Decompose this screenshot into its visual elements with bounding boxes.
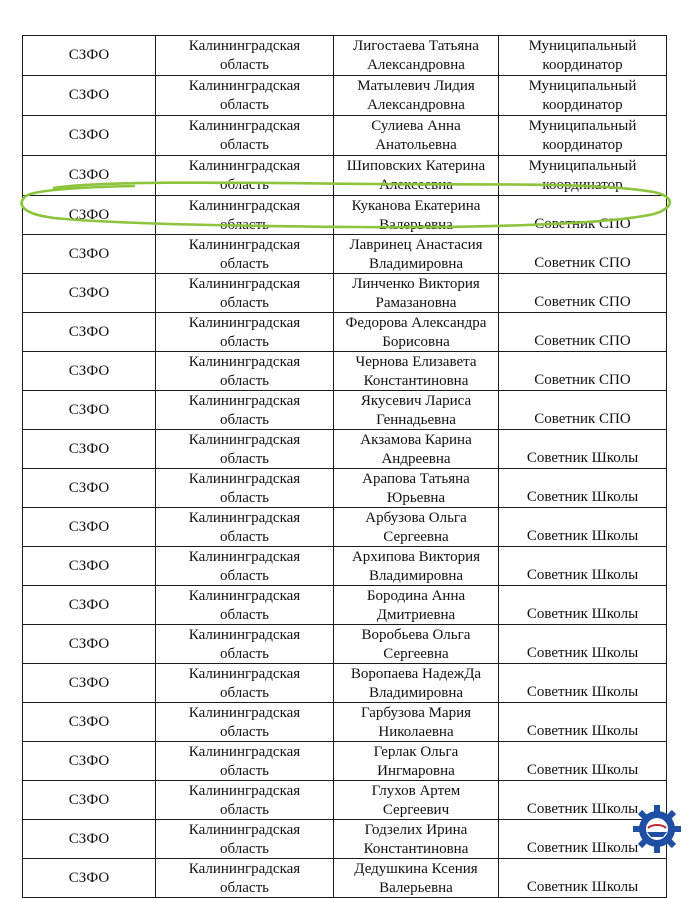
region-cell xyxy=(156,547,334,586)
region-cell-line: Калининградская xyxy=(188,510,301,526)
table-row xyxy=(23,116,667,156)
region-cell-line: область xyxy=(220,372,269,389)
district-cell-text: СЗФО xyxy=(68,401,110,418)
participants-table xyxy=(22,35,667,898)
name-cell xyxy=(334,820,499,859)
region-cell xyxy=(156,116,334,156)
name-cell-line: Анатольевна xyxy=(375,136,457,153)
region-cell-line: область xyxy=(220,411,269,428)
district-cell-text: СЗФО xyxy=(68,557,110,574)
table-row xyxy=(23,430,667,469)
role-cell xyxy=(499,352,667,391)
district-cell xyxy=(23,235,156,274)
table-row xyxy=(23,742,667,781)
name-cell xyxy=(334,430,499,469)
role-cell-line: координатор xyxy=(542,56,623,73)
region-cell xyxy=(156,352,334,391)
region-cell-line: область xyxy=(220,56,269,73)
name-cell xyxy=(334,781,499,820)
name-cell-line: Чернова Елизавета xyxy=(355,354,477,370)
name-cell xyxy=(334,469,499,508)
name-cell-line: Дедушкина Ксения xyxy=(354,861,478,877)
district-cell xyxy=(23,274,156,313)
region-cell-line: Калининградская xyxy=(188,744,301,760)
role-cell-line: Советник Школы xyxy=(526,488,639,505)
region-cell-line: Калининградская xyxy=(188,627,301,643)
table-row xyxy=(23,625,667,664)
district-cell-text: СЗФО xyxy=(68,479,110,496)
name-cell-line: Воропаева НадежДа xyxy=(350,666,482,682)
region-cell xyxy=(156,586,334,625)
region-cell-line: Калининградская xyxy=(188,471,301,487)
role-cell xyxy=(499,196,667,235)
region-cell-line: Калининградская xyxy=(188,354,301,370)
region-cell xyxy=(156,781,334,820)
district-cell-text: СЗФО xyxy=(68,791,110,808)
role-cell-line: Советник Школы xyxy=(526,800,639,817)
role-cell xyxy=(499,547,667,586)
region-cell xyxy=(156,625,334,664)
role-cell xyxy=(499,469,667,508)
role-cell-line: Советник Школы xyxy=(526,683,639,700)
region-cell-line: область xyxy=(220,255,269,272)
region-cell xyxy=(156,508,334,547)
name-cell xyxy=(334,36,499,76)
table-row xyxy=(23,274,667,313)
district-cell-text: СЗФО xyxy=(68,830,110,847)
role-cell-line: Муниципальный xyxy=(528,78,637,94)
region-cell xyxy=(156,820,334,859)
name-cell xyxy=(334,116,499,156)
role-cell-line: Советник Школы xyxy=(526,761,639,778)
district-cell xyxy=(23,313,156,352)
name-cell xyxy=(334,76,499,116)
district-cell-text: СЗФО xyxy=(68,87,110,104)
name-cell-line: Якусевич Лариса xyxy=(360,393,472,409)
name-cell-line: Андреевна xyxy=(381,450,451,467)
name-cell-line: Константиновна xyxy=(363,840,469,857)
name-cell xyxy=(334,391,499,430)
role-cell-line: Советник Школы xyxy=(526,605,639,622)
name-cell xyxy=(334,859,499,898)
district-cell xyxy=(23,391,156,430)
name-cell-line: Матылевич Лидия xyxy=(357,78,475,94)
role-cell xyxy=(499,313,667,352)
name-cell xyxy=(334,196,499,235)
district-cell xyxy=(23,742,156,781)
name-cell xyxy=(334,352,499,391)
region-cell-line: Калининградская xyxy=(188,198,301,214)
table-row xyxy=(23,156,667,196)
district-cell-text: СЗФО xyxy=(68,635,110,652)
district-cell xyxy=(23,547,156,586)
name-cell-line: Арапова Татьяна xyxy=(362,471,470,487)
table-row xyxy=(23,586,667,625)
name-cell-line: Сергеевна xyxy=(383,645,449,662)
role-cell-line: Советник Школы xyxy=(526,644,639,661)
name-cell xyxy=(334,664,499,703)
role-cell-line: координатор xyxy=(542,136,623,153)
name-cell-line: Геннадьевна xyxy=(376,411,456,428)
table-row xyxy=(23,76,667,116)
district-cell xyxy=(23,703,156,742)
region-cell-line: область xyxy=(220,528,269,545)
name-cell-line: Владимировна xyxy=(368,684,464,701)
region-cell-line: Калининградская xyxy=(188,432,301,448)
name-cell-line: Архипова Виктория xyxy=(351,549,481,565)
name-cell-line: Константиновна xyxy=(363,372,469,389)
district-cell-text: СЗФО xyxy=(68,674,110,691)
name-cell-line: Куканова Екатерина xyxy=(351,198,481,214)
table-row xyxy=(23,235,667,274)
name-cell-line: Александровна xyxy=(367,56,465,73)
district-cell xyxy=(23,625,156,664)
name-cell-line: Акзамова Карина xyxy=(360,432,472,448)
table-row xyxy=(23,664,667,703)
role-cell xyxy=(499,36,667,76)
table-row xyxy=(23,859,667,898)
district-cell xyxy=(23,352,156,391)
name-cell-line: Лавринец Анастасия xyxy=(349,237,483,253)
region-cell-line: область xyxy=(220,840,269,857)
district-cell-text: СЗФО xyxy=(68,127,110,144)
name-cell-line: Николаевна xyxy=(378,723,454,740)
region-cell-line: область xyxy=(220,645,269,662)
name-cell xyxy=(334,508,499,547)
region-cell xyxy=(156,430,334,469)
name-cell-line: Владимировна xyxy=(368,567,464,584)
region-cell xyxy=(156,703,334,742)
name-cell-line: Алексеевна xyxy=(379,176,453,193)
district-cell xyxy=(23,820,156,859)
role-cell-line: координатор xyxy=(542,176,623,193)
role-cell xyxy=(499,76,667,116)
region-cell-line: область xyxy=(220,879,269,896)
district-cell-text: СЗФО xyxy=(68,440,110,457)
role-cell-line: Муниципальный xyxy=(528,38,637,54)
district-cell xyxy=(23,36,156,76)
region-cell xyxy=(156,235,334,274)
name-cell-line: Годзелих Ирина xyxy=(364,822,468,838)
role-cell xyxy=(499,859,667,898)
region-cell-line: область xyxy=(220,136,269,153)
district-cell-text: СЗФО xyxy=(68,47,110,64)
name-cell-line: Глухов Артем xyxy=(371,783,461,799)
role-cell-line: Советник Школы xyxy=(526,878,639,895)
district-cell xyxy=(23,586,156,625)
table-row xyxy=(23,547,667,586)
region-cell xyxy=(156,313,334,352)
role-cell-line: Советник СПО xyxy=(534,371,631,388)
table-row xyxy=(23,313,667,352)
name-cell-line: Шиповских Катерина xyxy=(346,158,486,174)
role-cell xyxy=(499,391,667,430)
region-cell-line: Калининградская xyxy=(188,118,301,134)
name-cell-line: Борисовна xyxy=(382,333,450,350)
district-cell xyxy=(23,508,156,547)
district-cell xyxy=(23,664,156,703)
name-cell-line: Владимировна xyxy=(368,255,464,272)
region-cell-line: Калининградская xyxy=(188,705,301,721)
region-cell xyxy=(156,156,334,196)
region-cell-line: Калининградская xyxy=(188,783,301,799)
name-cell xyxy=(334,625,499,664)
district-cell-text: СЗФО xyxy=(68,518,110,535)
region-cell xyxy=(156,469,334,508)
district-cell-text: СЗФО xyxy=(68,206,110,223)
region-cell-line: Калининградская xyxy=(188,549,301,565)
region-cell-line: Калининградская xyxy=(188,158,301,174)
region-cell xyxy=(156,742,334,781)
name-cell-line: Воробьева Ольга xyxy=(361,627,471,643)
region-cell-line: Калининградская xyxy=(188,237,301,253)
region-cell-line: область xyxy=(220,801,269,818)
region-cell-line: область xyxy=(220,567,269,584)
name-cell xyxy=(334,274,499,313)
district-cell xyxy=(23,469,156,508)
region-cell-line: область xyxy=(220,684,269,701)
name-cell-line: Ингмаровна xyxy=(377,762,455,779)
table-row xyxy=(23,36,667,76)
district-cell-text: СЗФО xyxy=(68,713,110,730)
name-cell-line: Герлак Ольга xyxy=(373,744,459,760)
region-cell-line: Калининградская xyxy=(188,822,301,838)
region-cell-line: Калининградская xyxy=(188,588,301,604)
district-cell xyxy=(23,430,156,469)
name-cell-line: Бородина Анна xyxy=(366,588,466,604)
region-cell-line: Калининградская xyxy=(188,78,301,94)
role-cell-line: координатор xyxy=(542,96,623,113)
district-cell xyxy=(23,859,156,898)
region-cell xyxy=(156,196,334,235)
region-cell-line: Калининградская xyxy=(188,315,301,331)
name-cell xyxy=(334,586,499,625)
role-cell-line: Советник Школы xyxy=(526,839,639,856)
district-cell-text: СЗФО xyxy=(68,284,110,301)
role-cell xyxy=(499,235,667,274)
region-cell xyxy=(156,76,334,116)
table-row xyxy=(23,703,667,742)
region-cell-line: Калининградская xyxy=(188,393,301,409)
name-cell xyxy=(334,703,499,742)
name-cell-line: Федорова Александра xyxy=(345,315,487,331)
table-row xyxy=(23,469,667,508)
region-cell xyxy=(156,274,334,313)
district-cell-text: СЗФО xyxy=(68,323,110,340)
district-cell xyxy=(23,196,156,235)
role-cell-line: Советник СПО xyxy=(534,215,631,232)
role-cell-line: Муниципальный xyxy=(528,118,637,134)
region-cell-line: Калининградская xyxy=(188,861,301,877)
name-cell xyxy=(334,313,499,352)
role-cell-line: Советник СПО xyxy=(534,332,631,349)
name-cell-line: Валерьевна xyxy=(379,879,453,896)
name-cell-line: Линченко Виктория xyxy=(352,276,480,292)
role-cell-line: Советник СПО xyxy=(534,293,631,310)
name-cell-line: Арбузова Ольга xyxy=(365,510,467,526)
role-cell xyxy=(499,430,667,469)
table-row xyxy=(23,820,667,859)
name-cell-line: Лигостаева Татьяна xyxy=(353,38,479,54)
table-row xyxy=(23,352,667,391)
region-cell-line: область xyxy=(220,176,269,193)
district-cell-text: СЗФО xyxy=(68,245,110,262)
region-cell-line: область xyxy=(220,723,269,740)
region-cell xyxy=(156,36,334,76)
table-row xyxy=(23,508,667,547)
name-cell xyxy=(334,547,499,586)
district-cell-text: СЗФО xyxy=(68,869,110,886)
name-cell-line: Валерьевна xyxy=(379,216,453,233)
role-cell xyxy=(499,664,667,703)
name-cell xyxy=(334,235,499,274)
name-cell-line: Дмитриевна xyxy=(376,606,456,623)
region-cell xyxy=(156,664,334,703)
role-cell xyxy=(499,742,667,781)
name-cell xyxy=(334,156,499,196)
role-cell-line: Советник СПО xyxy=(534,410,631,427)
table-row xyxy=(23,781,667,820)
district-cell xyxy=(23,116,156,156)
region-cell-line: область xyxy=(220,96,269,113)
region-cell-line: область xyxy=(220,450,269,467)
region-cell xyxy=(156,859,334,898)
role-cell xyxy=(499,586,667,625)
participants-table-body xyxy=(23,36,667,898)
district-cell xyxy=(23,76,156,116)
role-cell-line: Советник Школы xyxy=(526,566,639,583)
district-cell xyxy=(23,781,156,820)
role-cell-line: Советник Школы xyxy=(526,449,639,466)
region-cell-line: область xyxy=(220,489,269,506)
role-cell-line: Муниципальный xyxy=(528,158,637,174)
region-cell-line: область xyxy=(220,606,269,623)
district-cell xyxy=(23,156,156,196)
region-cell-line: область xyxy=(220,762,269,779)
district-cell-text: СЗФО xyxy=(68,596,110,613)
table-row-highlighted xyxy=(23,196,667,235)
district-cell-text: СЗФО xyxy=(68,752,110,769)
role-cell-line: Советник Школы xyxy=(526,527,639,544)
gear-emblem-icon xyxy=(632,804,682,854)
region-cell xyxy=(156,391,334,430)
role-cell xyxy=(499,625,667,664)
region-cell-line: область xyxy=(220,294,269,311)
region-cell-line: Калининградская xyxy=(188,38,301,54)
role-cell xyxy=(499,703,667,742)
district-cell-text: СЗФО xyxy=(68,167,110,184)
table-row xyxy=(23,391,667,430)
role-cell-line: Советник СПО xyxy=(534,254,631,271)
name-cell-line: Сулиева Анна xyxy=(371,118,461,134)
name-cell xyxy=(334,742,499,781)
role-cell xyxy=(499,274,667,313)
role-cell-line: Советник Школы xyxy=(526,722,639,739)
participants-table-wrapper xyxy=(22,35,666,898)
role-cell xyxy=(499,116,667,156)
name-cell-line: Рамазановна xyxy=(375,294,457,311)
role-cell xyxy=(499,156,667,196)
name-cell-line: Юрьевна xyxy=(386,489,446,506)
name-cell-line: Сергеевна xyxy=(383,528,449,545)
district-cell-text: СЗФО xyxy=(68,362,110,379)
name-cell-line: Александровна xyxy=(367,96,465,113)
name-cell-line: Гарбузова Мария xyxy=(360,705,472,721)
region-cell-line: Калининградская xyxy=(188,276,301,292)
region-cell-line: Калининградская xyxy=(188,666,301,682)
name-cell-line: Сергеевич xyxy=(382,801,450,818)
region-cell-line: область xyxy=(220,216,269,233)
role-cell xyxy=(499,508,667,547)
region-cell-line: область xyxy=(220,333,269,350)
